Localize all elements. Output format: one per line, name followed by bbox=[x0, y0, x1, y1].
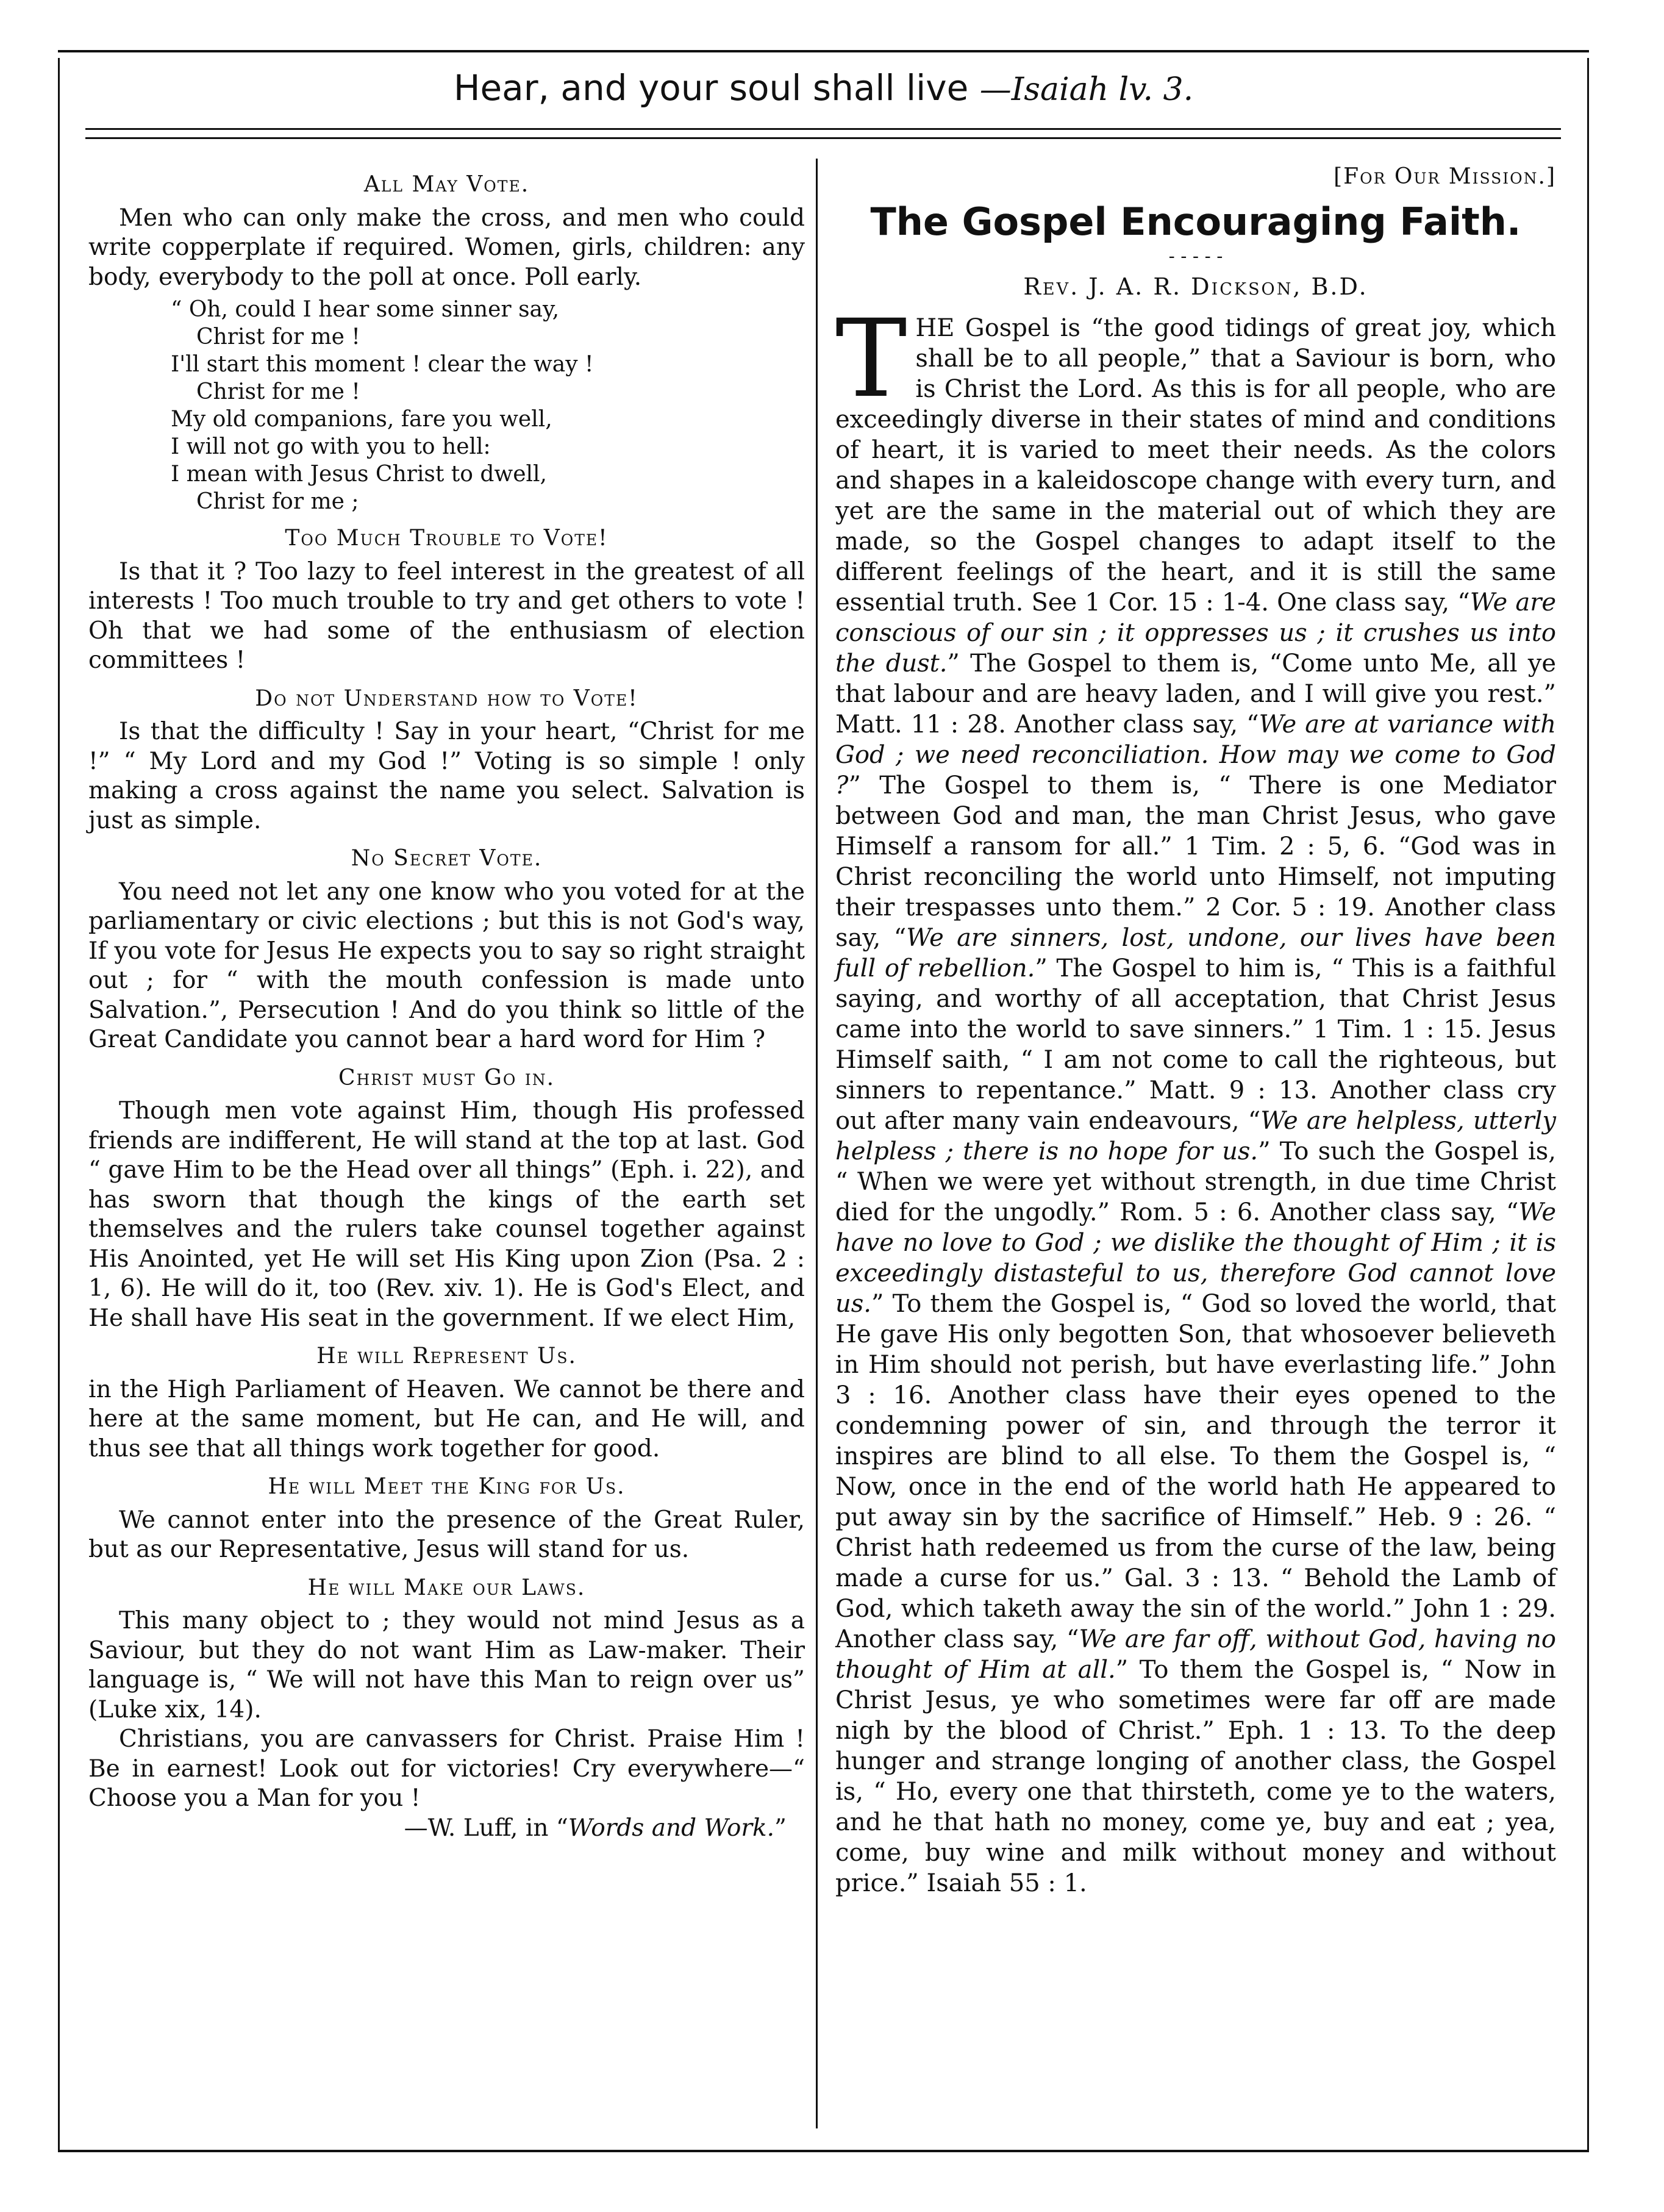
paragraph: Christians, you are canvassers for Christ. Praise Him ! Be in earnest! Look out for victories! Cry everywhere—“ Choose you a Man for you ! bbox=[88, 1725, 805, 1812]
verse-line: I mean with Jesus Christ to dwell, bbox=[171, 462, 547, 487]
drop-cap: T bbox=[835, 296, 907, 421]
quoted-plea: We are conscious of our sin ; it oppresses us ; it crushes us into the dust. bbox=[835, 589, 1556, 678]
verse-line: Christ for me ; bbox=[196, 489, 359, 514]
paragraph: Men who can only make the cross, and men who could write copperplate if required. Women, girls, children: any body, everybody to the poll at once. Poll early. bbox=[88, 204, 805, 291]
section-heading: He will Represent Us. bbox=[316, 1344, 577, 1369]
verse-line: Christ for me ! bbox=[196, 379, 360, 404]
quoted-plea: We have no love to God ; we dislike the thought of Him ; it is exceedingly distasteful to us, therefore God cannot love us. bbox=[835, 1198, 1556, 1318]
paragraph: Though men vote against Him, though His professed friends are indifferent, He will stand at the top at last. God “ gave Him to be the Head over all things” (Eph. i. 22), and has sworn that though the kings of the earth set themselves and the rulers take counsel together against His Anointed, yet He will set His King upon Zion (Psa. 2 : 1, 6). He will do it, too (Rev. xiv. 1). He is God's Elect, and He shall have His seat in the government. If we elect Him, bbox=[88, 1097, 805, 1332]
body-text: HE Gospel is “the good tidings of great joy, which shall be to all people,” that a Saviour is born, who is Christ the Lord. As this is for all people, who are exceedingly diverse in their states of mind and conditions of heart, it is varied to meet their needs. As the colors and shapes in a kaleidoscope change with every turn, and yet are the same in the material out of which they are made, so the Gospel changes to adapt itself to the different feelings of the heart, and it is still the same essential truth. See 1 Cor. 15 : 1-4. One class say, “ bbox=[835, 314, 1556, 617]
header-double-rule bbox=[85, 128, 1561, 139]
paragraph: You need not let any one know who you voted for at the parliamentary or civic elections ; but this is not God's way, If you vote for Jesus He expects you to say so right straight out ; for “ with the mouth confession is made unto Salvation.”, Persecution ! And do you think so little of the Great Candidate you cannot bear a hard word for Him ? bbox=[88, 878, 805, 1053]
header-reference: —Isaiah lv. 3. bbox=[979, 71, 1194, 108]
mission-tag: [For Our Mission.] bbox=[1334, 164, 1556, 189]
body-text: ” To such the Gospel is, “ When we were yet without strength, in due time Christ died for the ungodly.” Rom. 5 : 6. Another class say, “ bbox=[835, 1137, 1556, 1226]
section-heading: Do not Understand how to Vote! bbox=[255, 685, 638, 711]
title-ornament: - - - - - bbox=[1168, 246, 1223, 267]
section-heading: He will Meet the King for Us. bbox=[268, 1474, 626, 1499]
top-rule bbox=[58, 50, 1589, 52]
section-heading: No Secret Vote. bbox=[351, 846, 543, 871]
left-column bbox=[88, 162, 805, 1843]
section-heading: All May Vote. bbox=[363, 172, 530, 197]
column-divider bbox=[816, 159, 818, 2128]
article-body bbox=[835, 296, 1557, 1899]
quoted-plea: We are sinners, lost, undone, our lives have been full of rebellion. bbox=[835, 924, 1556, 983]
attribution-close: ” bbox=[774, 1814, 787, 1842]
section-heading: Too Much Trouble to Vote! bbox=[285, 526, 609, 551]
attribution-source: Words and Work. bbox=[568, 1814, 775, 1842]
article-author: Rev. J. A. R. Dickson, B.D. bbox=[1023, 273, 1368, 300]
section-heading: Christ must Go in. bbox=[338, 1065, 555, 1090]
paragraph: We cannot enter into the presence of the Great Ruler, but as our Representative, Jesus will stand for us. bbox=[88, 1506, 805, 1563]
body-text: ” The Gospel to them is, “ There is one Mediator between God and man, the man Christ Jesus, who gave Himself a ransom for all.” 1 Tim. 2 : 5, 6. “God was in Christ reconciling the world unto Himself, not imputing their trespasses unto them.” 2 Cor. 5 : 19. Another class say, “ bbox=[835, 771, 1556, 952]
verse-line: “ Oh, could I hear some sinner say, bbox=[171, 297, 560, 322]
body-text: ” To them the Gospel is, “ Now in Christ Jesus, ye who sometimes were far off are made nigh by the blood of Christ.” Eph. 1 : 13. To the deep hunger and strange longing of another class, the Gospel is, “ Ho, every one that thirsteth, come ye to the waters, and he that hath no money, come ye, buy and eat ; yea, come, buy wine and milk without money and without price.” Isaiah 55 : 1. bbox=[835, 1656, 1557, 1897]
quoted-plea: We are far off, without God, having no thought of Him at all. bbox=[835, 1625, 1556, 1684]
body-text: ” The Gospel to them is, “Come unto Me, all ye that labour and are heavy laden, and I will give you rest.” Matt. 11 : 28. Another class say, “ bbox=[835, 650, 1557, 739]
page-header bbox=[58, 67, 1589, 109]
paragraph: This many object to ; they would not mind Jesus as a Saviour, but they do not want Him as Law-maker. Their language is, “ We will not have this Man to reign over us” (Luke xix, 14). bbox=[88, 1607, 805, 1723]
body-text: ” To them the Gospel is, “ God so loved the world, that He gave His only begotten Son, that whosoever believeth in Him should not perish, but have everlasting life.” John 3 : 16. Another class have their eyes opened to the condemning power of sin, and through the terror it inspires are blind to all else. To them the Gospel is, “ Now, once in the end of the world hath He appeared to put away sin by the sacrifice of Himself.” Heb. 9 : 26. “ Christ hath redeemed us from the curse of the law, being made a curse for us.” Gal. 3 : 13. “ Behold the Lamb of God, which taketh away the sin of the world.” John 1 : 29. Another class say, “ bbox=[835, 1290, 1556, 1653]
quoted-plea: We are at variance with God ; we need reconciliation. How may we come to God ? bbox=[835, 710, 1556, 800]
hymn-verse bbox=[171, 296, 805, 515]
body-text: ” The Gospel to him is, “ This is a faithful saying, and worthy of all acceptation, that Christ Jesus came into the world to save sinners.” 1 Tim. 1 : 15. Jesus Himself saith, “ I am not come to call the righteous, but sinners to repentance.” Matt. 9 : 13. Another class cry out after many vain endeavours, “ bbox=[835, 954, 1556, 1135]
article-title: The Gospel Encouraging Faith. bbox=[870, 199, 1521, 244]
paragraph: Is that it ? Too lazy to feel interest in the greatest of all interests ! Too much trouble to try and get others to vote ! Oh that we had some of the enthusiasm of election committees ! bbox=[88, 557, 805, 674]
verse-line: I'll start this moment ! clear the way ! bbox=[171, 352, 594, 377]
section-heading: He will Make our Laws. bbox=[307, 1575, 586, 1600]
attribution-author: —W. Luff, in “ bbox=[404, 1814, 568, 1842]
paragraph: Is that the difficulty ! Say in your heart, “Christ for me !” “ My Lord and my God !” Voting is so simple ! only making a cross against the name you select. Salvation is just as simple. bbox=[88, 718, 805, 834]
verse-line: Christ for me ! bbox=[196, 324, 360, 349]
quoted-plea: We are helpless, utterly helpless ; there is no hope for us. bbox=[835, 1107, 1556, 1165]
verse-line: My old companions, fare you well, bbox=[171, 407, 552, 432]
paragraph: in the High Parliament of Heaven. We cannot be there and here at the same moment, but He can, and He will, and thus see that all things work together for good. bbox=[88, 1375, 805, 1462]
verse-line: I will not go with you to hell: bbox=[171, 434, 491, 459]
right-column bbox=[835, 162, 1556, 1899]
attribution bbox=[88, 1814, 805, 1844]
header-motto: Hear, and your soul shall live bbox=[453, 67, 969, 109]
